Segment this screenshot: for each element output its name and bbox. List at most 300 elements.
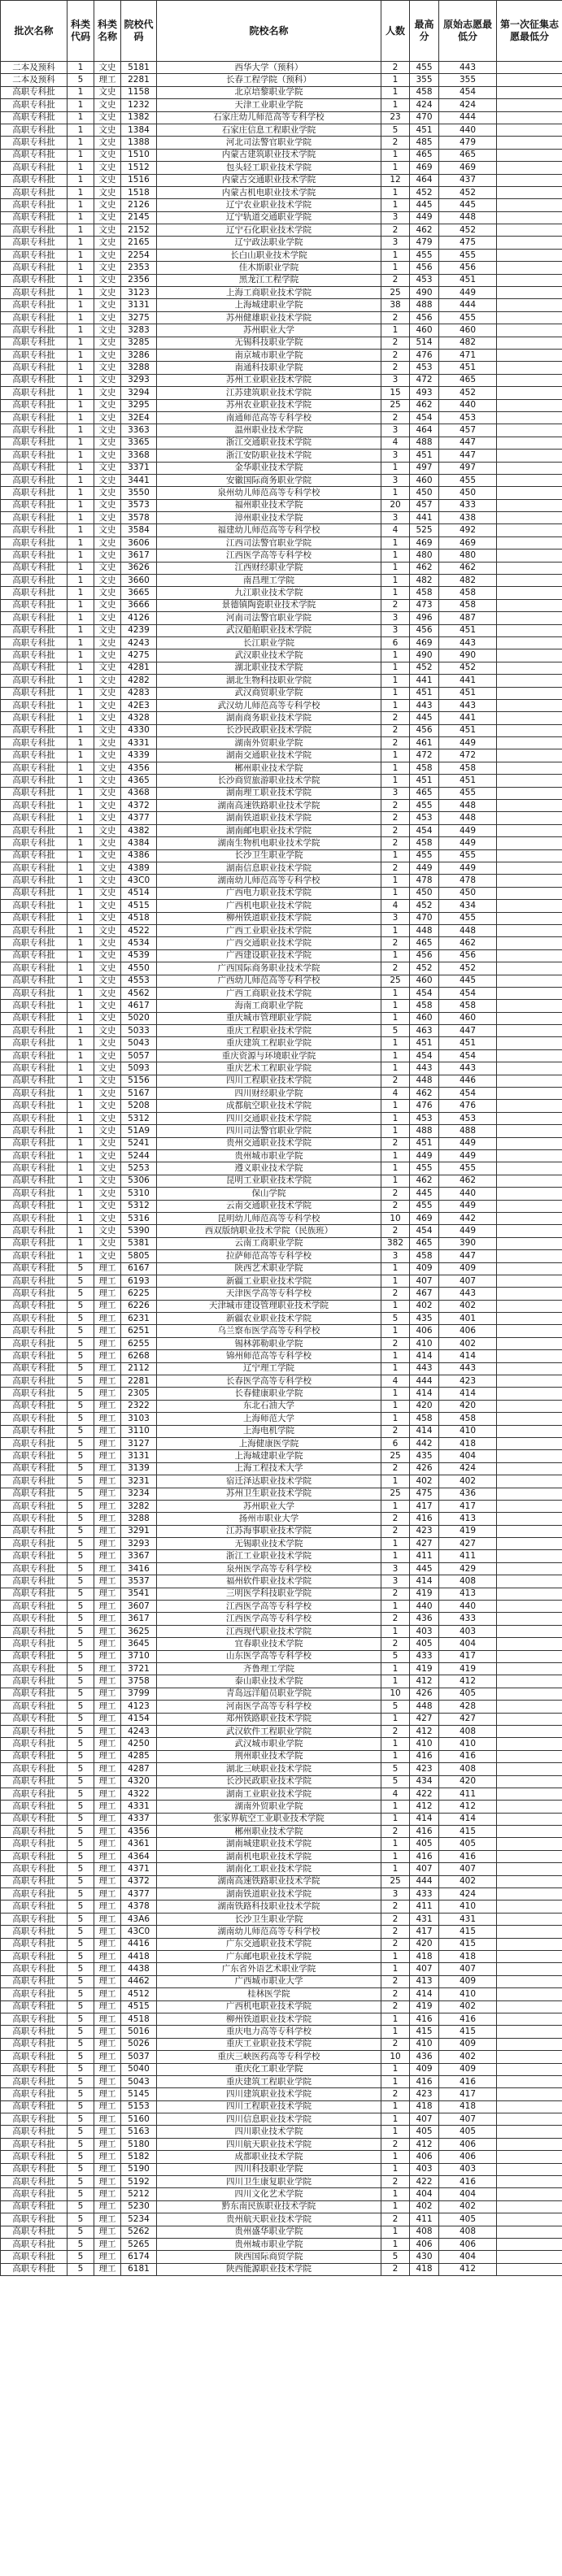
col-school-name-cell: 湖南外贸职业学院 <box>157 737 381 749</box>
col-school-code-cell: 4243 <box>121 1725 157 1737</box>
col-school-name-cell: 湖南高速铁路职业技术学院 <box>157 800 381 812</box>
col-subject-code-cell: 1 <box>68 1049 94 1062</box>
header-row <box>1 1 562 62</box>
col-subject-code-cell: 5 <box>68 1701 94 1713</box>
col-count-cell: 3 <box>381 912 410 924</box>
col-subject-name-cell: 理工 <box>94 1500 121 1512</box>
table-row <box>1 211 562 224</box>
col-subject-code-cell: 1 <box>68 924 94 936</box>
table-row <box>1 349 562 361</box>
col-original-min-score-cell: 414 <box>439 1813 497 1825</box>
col-subject-code-cell: 5 <box>68 1337 94 1349</box>
col-first-collection-min-score-cell <box>497 224 562 237</box>
col-school-name-cell: 武汉城市职业学院 <box>157 1738 381 1750</box>
col-count-cell: 1 <box>381 199 410 211</box>
col-first-collection-min-score-cell <box>497 1100 562 1112</box>
col-first-collection-min-score-cell <box>497 1149 562 1162</box>
col-original-min-score-cell: 410 <box>439 1425 497 1437</box>
col-subject-name-cell: 文史 <box>94 211 121 224</box>
col-subject-code-cell: 5 <box>68 1788 94 1800</box>
col-count-cell: 4 <box>381 1788 410 1800</box>
col-subject-code-cell: 1 <box>68 362 94 374</box>
col-max-score-cell: 418 <box>410 2263 439 2275</box>
col-school-code-cell: 5190 <box>121 2163 157 2175</box>
col-batch-name-cell: 高职专科批 <box>1 1362 68 1375</box>
col-max-score-header: 最高分 <box>410 1 439 62</box>
col-school-code-cell: 1512 <box>121 162 157 174</box>
col-batch-name-cell: 高职专科批 <box>1 411 68 424</box>
col-original-min-score-cell: 456 <box>439 949 497 962</box>
col-first-collection-min-score-cell <box>497 887 562 899</box>
col-school-name-cell: 广西城市职业大学 <box>157 1975 381 1987</box>
col-school-name-cell: 湖南机电职业技术学院 <box>157 1850 381 1862</box>
col-subject-name-cell: 文史 <box>94 349 121 361</box>
col-count-cell: 1 <box>381 1625 410 1637</box>
col-subject-name-cell: 文史 <box>94 1125 121 1137</box>
col-batch-name-cell: 高职专科批 <box>1 1963 68 1975</box>
col-subject-code-cell: 1 <box>68 1137 94 1149</box>
col-subject-code-cell: 5 <box>68 1863 94 1875</box>
col-max-score-cell: 412 <box>410 1675 439 1688</box>
col-school-code-cell: 4617 <box>121 1000 157 1012</box>
col-max-score-cell: 448 <box>410 1701 439 1713</box>
col-school-code-cell: 5016 <box>121 2026 157 2038</box>
col-school-name-cell: 乌兰察布医学高等专科学校 <box>157 1325 381 1337</box>
col-first-collection-min-score-cell <box>497 775 562 787</box>
col-batch-name-cell: 高职专科批 <box>1 1425 68 1437</box>
col-batch-name-cell: 高职专科批 <box>1 1738 68 1750</box>
col-original-min-score-cell: 458 <box>439 762 497 774</box>
col-school-code-cell: 4361 <box>121 1838 157 1850</box>
table-row <box>1 1588 562 1600</box>
col-school-name-cell: 锦州师范高等专科学校 <box>157 1350 381 1362</box>
table-row <box>1 111 562 124</box>
col-school-name-cell: 长春医学高等专科学校 <box>157 1375 381 1388</box>
table-row <box>1 1313 562 1325</box>
col-school-code-cell: 2165 <box>121 237 157 249</box>
col-school-code-cell: 4515 <box>121 900 157 912</box>
table-row <box>1 1901 562 1913</box>
table-row <box>1 636 562 649</box>
col-school-code-cell: 2126 <box>121 199 157 211</box>
col-subject-name-cell: 文史 <box>94 775 121 787</box>
col-original-min-score-cell: 424 <box>439 1462 497 1475</box>
col-school-code-cell: 3131 <box>121 1450 157 1462</box>
table-row <box>1 1075 562 1087</box>
table-row <box>1 1725 562 1737</box>
col-max-score-cell: 420 <box>410 1400 439 1412</box>
table-row <box>1 2151 562 2163</box>
col-first-collection-min-score-cell <box>497 987 562 999</box>
table-row <box>1 749 562 762</box>
col-original-min-score-cell: 460 <box>439 1012 497 1024</box>
col-subject-name-cell: 文史 <box>94 337 121 349</box>
col-batch-name-cell: 高职专科批 <box>1 1400 68 1412</box>
col-batch-name-cell: 高职专科批 <box>1 1975 68 1987</box>
table-row <box>1 775 562 787</box>
col-count-cell: 1 <box>381 562 410 574</box>
col-first-collection-min-score-cell <box>497 487 562 499</box>
col-original-min-score-cell: 412 <box>439 1801 497 1813</box>
col-original-min-score-cell: 469 <box>439 536 497 549</box>
col-subject-code-cell: 1 <box>68 1062 94 1075</box>
col-original-min-score-cell: 444 <box>439 111 497 124</box>
col-first-collection-min-score-cell <box>497 749 562 762</box>
col-batch-name-cell: 高职专科批 <box>1 1625 68 1637</box>
col-original-min-score-cell: 420 <box>439 1775 497 1788</box>
col-count-cell: 1 <box>381 2163 410 2175</box>
col-first-collection-min-score-cell <box>497 1200 562 1212</box>
col-first-collection-min-score-cell <box>497 562 562 574</box>
col-school-name-cell: 长江职业学院 <box>157 636 381 649</box>
col-school-code-cell: 43A6 <box>121 1913 157 1925</box>
col-batch-name-cell: 二本及预科 <box>1 62 68 74</box>
col-original-min-score-cell: 409 <box>439 2063 497 2075</box>
col-school-code-cell: 3799 <box>121 1688 157 1700</box>
table-row <box>1 1550 562 1562</box>
table-row <box>1 900 562 912</box>
col-count-cell: 3 <box>381 424 410 437</box>
col-original-min-score-cell: 402 <box>439 1875 497 1887</box>
col-max-score-cell: 460 <box>410 975 439 987</box>
col-first-collection-min-score-cell <box>497 1212 562 1224</box>
col-max-score-cell: 458 <box>410 587 439 599</box>
col-subject-name-cell: 理工 <box>94 2000 121 2013</box>
col-first-collection-min-score-cell <box>497 550 562 562</box>
col-count-cell: 1 <box>381 749 410 762</box>
col-school-code-cell: 2281 <box>121 74 157 86</box>
col-max-score-cell: 458 <box>410 1250 439 1262</box>
col-first-collection-min-score-cell <box>497 62 562 74</box>
col-subject-code-cell: 5 <box>68 1488 94 1500</box>
col-school-code-cell: 4330 <box>121 724 157 736</box>
col-count-cell: 2 <box>381 1137 410 1149</box>
col-school-code-cell: 4320 <box>121 1775 157 1788</box>
col-max-score-cell: 416 <box>410 1850 439 1862</box>
col-subject-name-cell: 文史 <box>94 900 121 912</box>
col-max-score-cell: 490 <box>410 649 439 662</box>
col-school-name-cell: 扬州市职业大学 <box>157 1513 381 1525</box>
col-school-name-cell: 陕西艺术职业学院 <box>157 1262 381 1275</box>
col-original-min-score-cell: 458 <box>439 1413 497 1425</box>
col-school-code-cell: 3275 <box>121 311 157 324</box>
col-max-score-cell: 488 <box>410 1125 439 1137</box>
col-count-cell: 1 <box>381 2200 410 2213</box>
col-subject-name-cell: 理工 <box>94 1926 121 1938</box>
col-school-code-cell: 1384 <box>121 124 157 136</box>
col-school-name-cell: 黔东南民族职业技术学院 <box>157 2200 381 2213</box>
col-count-cell: 1 <box>381 1850 410 1862</box>
col-subject-name-cell: 文史 <box>94 487 121 499</box>
col-subject-code-cell: 5 <box>68 1550 94 1562</box>
col-school-name-cell: 长春健康职业学院 <box>157 1388 381 1400</box>
col-subject-code-cell: 5 <box>68 2263 94 2275</box>
col-school-name-cell: 河北司法警官职业学院 <box>157 137 381 149</box>
col-batch-name-cell: 高职专科批 <box>1 387 68 399</box>
col-max-score-cell: 414 <box>410 1388 439 1400</box>
col-subject-name-cell: 文史 <box>94 1188 121 1200</box>
col-batch-name-cell: 高职专科批 <box>1 311 68 324</box>
col-school-code-cell: 4275 <box>121 649 157 662</box>
col-max-score-cell: 488 <box>410 299 439 311</box>
col-subject-code-cell: 5 <box>68 1826 94 1838</box>
col-batch-name-cell: 高职专科批 <box>1 550 68 562</box>
col-original-min-score-cell: 488 <box>439 1125 497 1137</box>
col-school-name-cell: 长沙卫生职业学院 <box>157 1913 381 1925</box>
col-subject-name-cell: 文史 <box>94 512 121 524</box>
table-row <box>1 724 562 736</box>
col-batch-name-cell: 高职专科批 <box>1 599 68 611</box>
col-school-code-cell: 4356 <box>121 762 157 774</box>
col-original-min-score-cell: 407 <box>439 1275 497 1287</box>
col-subject-code-cell: 1 <box>68 887 94 899</box>
col-subject-name-cell: 理工 <box>94 2213 121 2226</box>
col-school-name-header: 院校名称 <box>157 1 381 62</box>
col-school-code-cell: 6251 <box>121 1325 157 1337</box>
col-max-score-cell: 420 <box>410 1938 439 1950</box>
col-school-name-cell: 福州软件职业技术学院 <box>157 1575 381 1588</box>
col-original-min-score-cell: 415 <box>439 1926 497 1938</box>
col-school-name-cell: 桂林医学院 <box>157 1988 381 2000</box>
table-row <box>1 1663 562 1675</box>
col-original-min-score-cell: 402 <box>439 1337 497 1349</box>
col-count-cell: 1 <box>381 1062 410 1075</box>
col-first-collection-min-score-cell <box>497 1826 562 1838</box>
col-subject-code-cell: 1 <box>68 1200 94 1212</box>
col-batch-name-cell: 高职专科批 <box>1 287 68 299</box>
col-count-cell: 1 <box>381 1838 410 1850</box>
table-row <box>1 374 562 386</box>
col-max-score-cell: 410 <box>410 1337 439 1349</box>
col-subject-code-cell: 5 <box>68 1638 94 1650</box>
col-batch-name-cell: 高职专科批 <box>1 374 68 386</box>
col-original-min-score-cell: 428 <box>439 1701 497 1713</box>
col-original-min-score-cell: 406 <box>439 2138 497 2150</box>
col-school-code-cell: 32E4 <box>121 411 157 424</box>
col-subject-name-cell: 文史 <box>94 237 121 249</box>
col-original-min-score-cell: 441 <box>439 675 497 687</box>
col-count-cell: 6 <box>381 1437 410 1449</box>
col-subject-code-cell: 1 <box>68 1075 94 1087</box>
col-subject-name-cell: 文史 <box>94 1088 121 1100</box>
col-batch-name-cell: 高职专科批 <box>1 2038 68 2050</box>
col-subject-name-cell: 文史 <box>94 1100 121 1112</box>
col-max-score-cell: 482 <box>410 575 439 587</box>
col-first-collection-min-score-cell <box>497 1813 562 1825</box>
col-school-name-cell: 上海电机学院 <box>157 1425 381 1437</box>
col-subject-code-cell: 1 <box>68 1162 94 1175</box>
col-count-cell: 4 <box>381 1375 410 1388</box>
col-first-collection-min-score-cell <box>497 524 562 536</box>
col-school-code-cell: 4328 <box>121 712 157 724</box>
col-batch-name-cell: 高职专科批 <box>1 2238 68 2250</box>
col-school-name-cell: 湖南城建职业技术学院 <box>157 1838 381 1850</box>
col-batch-name-cell: 高职专科批 <box>1 900 68 912</box>
col-school-code-cell: 3110 <box>121 1425 157 1437</box>
col-first-collection-min-score-cell <box>497 1000 562 1012</box>
col-count-cell: 2 <box>381 1975 410 1987</box>
table-row <box>1 1562 562 1575</box>
col-subject-name-cell: 理工 <box>94 1550 121 1562</box>
col-subject-code-cell: 1 <box>68 512 94 524</box>
col-original-min-score-cell: 454 <box>439 987 497 999</box>
col-subject-code-cell: 5 <box>68 1950 94 1962</box>
col-school-name-cell: 四川科技职业学院 <box>157 2163 381 2175</box>
col-original-min-score-cell: 417 <box>439 2088 497 2100</box>
col-subject-name-cell: 文史 <box>94 550 121 562</box>
col-school-code-cell: 5310 <box>121 1188 157 1200</box>
col-subject-code-cell: 1 <box>68 912 94 924</box>
col-batch-name-cell: 高职专科批 <box>1 137 68 149</box>
col-first-collection-min-score-cell <box>497 149 562 161</box>
col-count-cell: 1 <box>381 74 410 86</box>
col-school-code-cell: 4384 <box>121 837 157 849</box>
col-batch-name-cell: 高职专科批 <box>1 624 68 636</box>
col-original-min-score-cell: 411 <box>439 1550 497 1562</box>
col-original-min-score-cell: 355 <box>439 74 497 86</box>
col-subject-code-cell: 1 <box>68 1037 94 1049</box>
col-original-min-score-cell: 455 <box>439 311 497 324</box>
col-school-name-cell: 广西机电职业技术学院 <box>157 2000 381 2013</box>
col-subject-code-cell: 1 <box>68 1012 94 1024</box>
col-school-code-cell: 3710 <box>121 1650 157 1662</box>
col-original-min-score-cell: 445 <box>439 199 497 211</box>
table-row <box>1 1826 562 1838</box>
col-school-code-cell: 3617 <box>121 1613 157 1625</box>
col-max-score-cell: 436 <box>410 2051 439 2063</box>
table-row <box>1 362 562 374</box>
col-batch-name-cell: 高职专科批 <box>1 949 68 962</box>
col-subject-name-cell: 理工 <box>94 1325 121 1337</box>
col-max-score-cell: 407 <box>410 1863 439 1875</box>
col-original-min-score-cell: 448 <box>439 800 497 812</box>
col-school-code-cell: 5163 <box>121 2126 157 2138</box>
col-first-collection-min-score-cell <box>497 1975 562 1987</box>
col-batch-name-cell: 高职专科批 <box>1 86 68 98</box>
col-count-cell: 38 <box>381 299 410 311</box>
col-subject-code-cell: 5 <box>68 1575 94 1588</box>
col-subject-code-cell: 5 <box>68 1625 94 1637</box>
col-batch-name-cell: 高职专科批 <box>1 924 68 936</box>
col-school-code-cell: 3131 <box>121 299 157 311</box>
table-row <box>1 1413 562 1425</box>
col-school-name-cell: 柳州铁道职业技术学院 <box>157 2013 381 2025</box>
col-subject-code-cell: 5 <box>68 1738 94 1750</box>
col-subject-code-cell: 1 <box>68 1000 94 1012</box>
col-count-cell: 5 <box>381 124 410 136</box>
col-count-cell: 3 <box>381 612 410 624</box>
col-subject-code-cell: 5 <box>68 1300 94 1312</box>
col-subject-code-cell: 1 <box>68 174 94 186</box>
col-max-score-cell: 404 <box>410 2188 439 2200</box>
col-school-name-cell: 湖南铁道职业技术学院 <box>157 1888 381 1901</box>
table-row <box>1 1300 562 1312</box>
col-school-code-cell: 4377 <box>121 812 157 824</box>
col-max-score-cell: 460 <box>410 474 439 486</box>
col-school-code-cell: 3541 <box>121 1588 157 1600</box>
col-school-code-cell: 6167 <box>121 1262 157 1275</box>
col-school-code-cell: 1382 <box>121 111 157 124</box>
col-subject-code-cell: 5 <box>68 1538 94 1550</box>
col-max-score-cell: 457 <box>410 499 439 511</box>
col-subject-name-cell: 文史 <box>94 749 121 762</box>
col-subject-code-cell: 1 <box>68 599 94 611</box>
col-subject-name-cell: 理工 <box>94 1663 121 1675</box>
col-count-cell: 1 <box>381 1175 410 1187</box>
col-batch-name-cell: 高职专科批 <box>1 1513 68 1525</box>
col-first-collection-min-score-cell <box>497 900 562 912</box>
col-original-min-score-cell: 424 <box>439 99 497 111</box>
col-school-code-cell: 1510 <box>121 149 157 161</box>
table-row <box>1 1112 562 1124</box>
col-count-cell: 1 <box>381 1275 410 1287</box>
col-original-min-score-cell: 418 <box>439 1437 497 1449</box>
col-max-score-cell: 451 <box>410 775 439 787</box>
col-subject-name-cell: 理工 <box>94 1775 121 1788</box>
col-subject-code-cell: 5 <box>68 2238 94 2250</box>
col-first-collection-min-score-cell <box>497 262 562 274</box>
col-first-collection-min-score-cell <box>497 1750 562 1762</box>
col-school-code-cell: 5160 <box>121 2113 157 2126</box>
col-subject-code-cell: 5 <box>68 1525 94 1537</box>
col-school-code-cell: 5244 <box>121 1149 157 1162</box>
col-subject-code-cell: 1 <box>68 311 94 324</box>
col-max-score-cell: 405 <box>410 2126 439 2138</box>
col-school-code-cell: 4364 <box>121 1850 157 1862</box>
col-batch-name-cell: 高职专科批 <box>1 524 68 536</box>
col-first-collection-min-score-cell <box>497 1562 562 1575</box>
col-subject-code-cell: 1 <box>68 324 94 337</box>
col-school-code-cell: 4562 <box>121 987 157 999</box>
col-school-code-cell: 3288 <box>121 362 157 374</box>
col-school-code-cell: 6226 <box>121 1300 157 1312</box>
col-first-collection-min-score-cell <box>497 1850 562 1862</box>
col-batch-name-cell: 高职专科批 <box>1 1988 68 2000</box>
table-row <box>1 1926 562 1938</box>
col-max-score-cell: 411 <box>410 2213 439 2226</box>
col-first-collection-min-score-cell <box>497 1525 562 1537</box>
col-batch-name-cell: 高职专科批 <box>1 1262 68 1275</box>
col-count-cell: 1 <box>381 2151 410 2163</box>
col-school-code-cell: 5381 <box>121 1237 157 1249</box>
col-school-code-cell: 2152 <box>121 224 157 237</box>
col-original-min-score-cell: 402 <box>439 2200 497 2213</box>
col-subject-name-cell: 理工 <box>94 1400 121 1412</box>
col-subject-name-cell: 文史 <box>94 1025 121 1037</box>
table-row <box>1 1000 562 1012</box>
col-subject-code-cell: 1 <box>68 450 94 462</box>
col-first-collection-min-score-cell <box>497 2226 562 2238</box>
col-batch-name-cell: 高职专科批 <box>1 1300 68 1312</box>
col-school-name-cell: 四川财经职业学院 <box>157 1088 381 1100</box>
col-max-score-cell: 462 <box>410 399 439 411</box>
col-school-name-cell: 湖北职业技术学院 <box>157 662 381 674</box>
col-subject-code-cell: 5 <box>68 1801 94 1813</box>
col-subject-name-cell: 文史 <box>94 362 121 374</box>
col-subject-code-cell: 5 <box>68 1588 94 1600</box>
col-count-cell: 2 <box>381 937 410 949</box>
col-original-min-score-cell: 403 <box>439 2163 497 2175</box>
col-subject-name-cell: 理工 <box>94 2200 121 2213</box>
col-batch-name-cell: 高职专科批 <box>1 649 68 662</box>
col-first-collection-min-score-cell <box>497 1413 562 1425</box>
col-count-cell: 2 <box>381 1588 410 1600</box>
col-school-name-cell: 成都航空职业技术学院 <box>157 1100 381 1112</box>
col-first-collection-min-score-cell <box>497 762 562 774</box>
col-school-name-cell: 南昌理工学院 <box>157 575 381 587</box>
col-first-collection-min-score-cell <box>497 124 562 136</box>
col-subject-name-cell: 理工 <box>94 1738 121 1750</box>
